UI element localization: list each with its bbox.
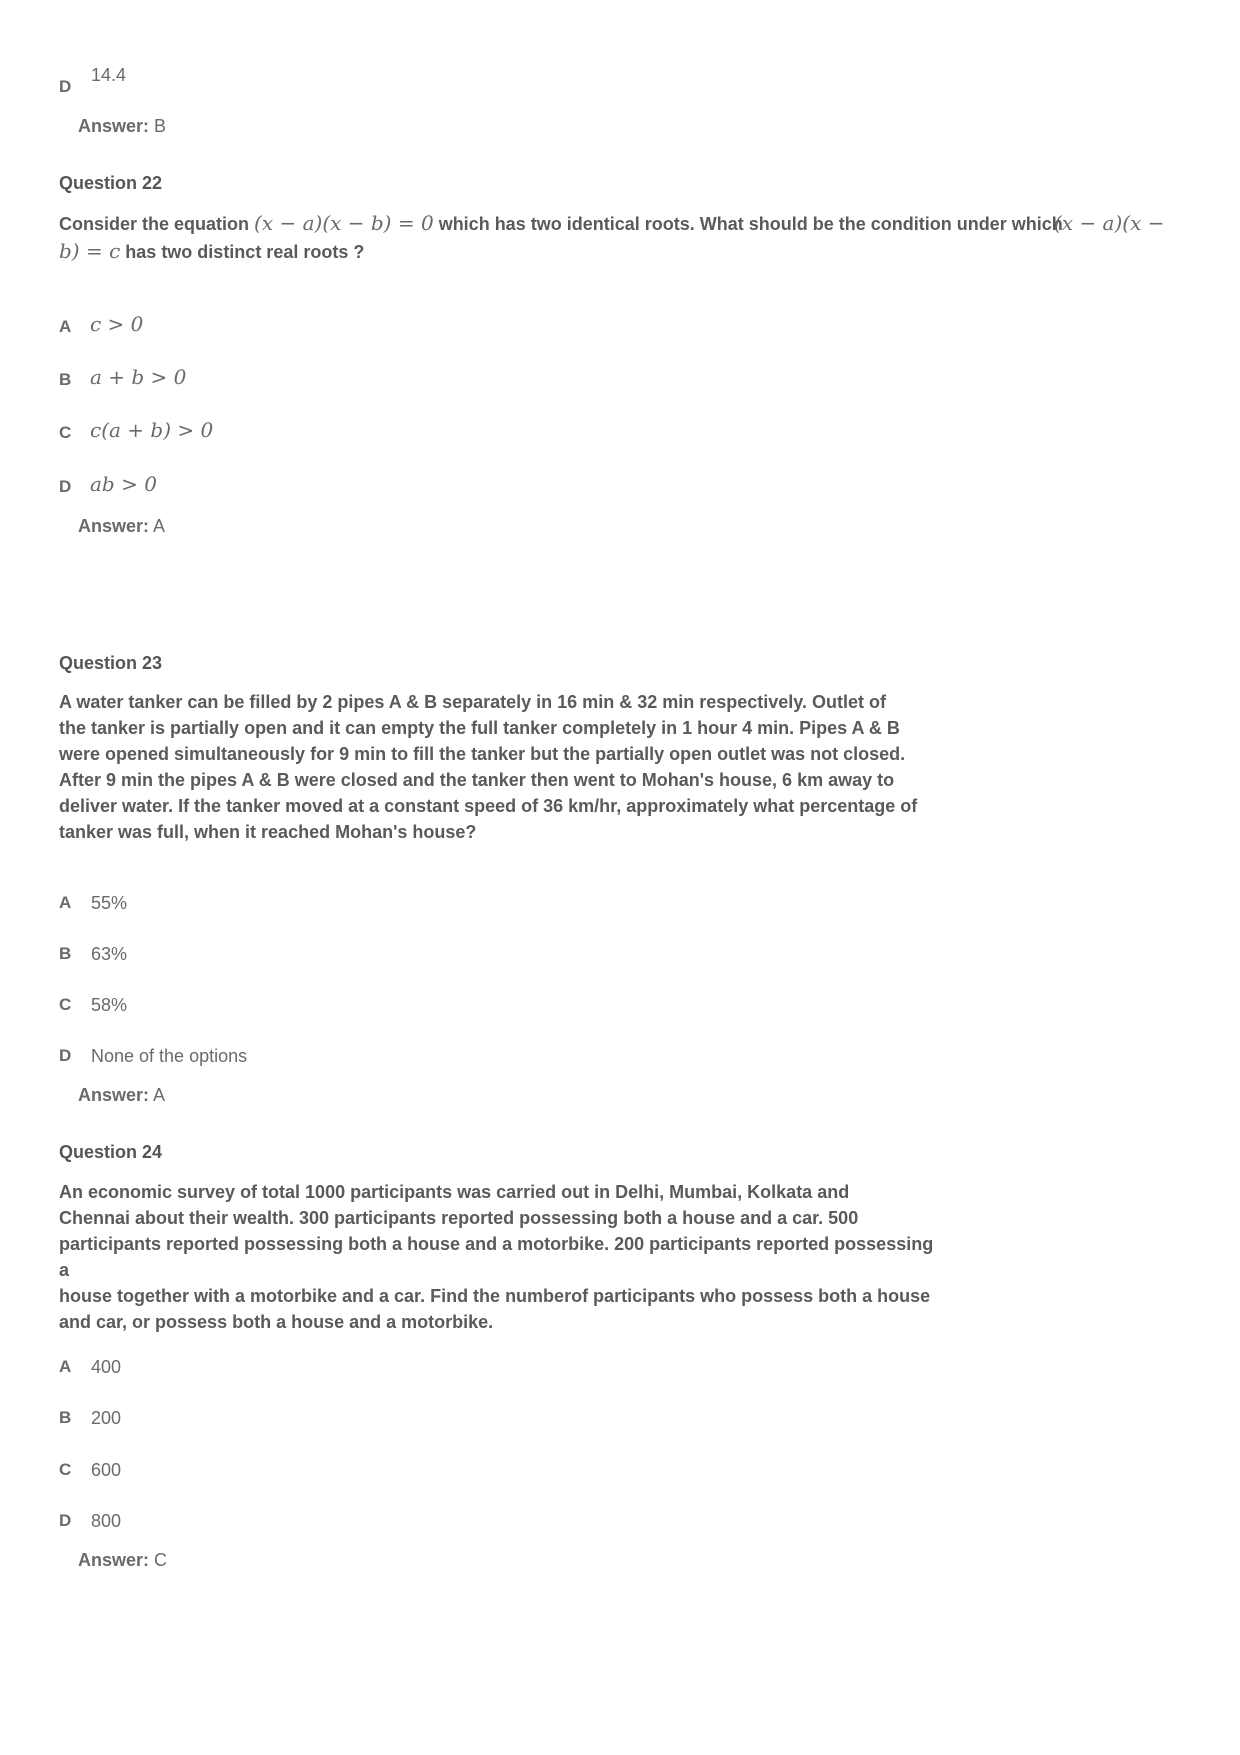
answer-line (78, 1550, 167, 1571)
option-value: 58% (91, 995, 128, 1015)
question-text (59, 210, 1174, 237)
option-letter: D (59, 1511, 72, 1530)
option-letter: D (59, 77, 72, 96)
option-value: 55% (91, 893, 128, 913)
option-value: 63% (91, 944, 128, 964)
option-letter: C (59, 1460, 72, 1479)
option-value: 14.4 (91, 65, 127, 85)
option-letter: C (59, 995, 72, 1014)
answer-value: C (154, 1550, 168, 1570)
option-value: 200 (91, 1408, 122, 1428)
option-letter: A (59, 317, 72, 336)
answer-value: B (154, 116, 167, 136)
question-title: Question 23 (59, 653, 163, 673)
option-letter: B (59, 370, 72, 389)
option-value: c(a + b) > 0 (90, 418, 214, 442)
math-expression: (x − a)(x − (1054, 211, 1165, 235)
question-text-line: the tanker is partially open and it can empty the full tanker completely in 1 hour 4 min. Pipes A & B (59, 718, 900, 738)
question-text-line: A water tanker can be filled by 2 pipes A & B separately in 16 min & 32 min respectively. Outlet of (59, 692, 886, 712)
question-text-line: and car, or possess both a house and a motorbike. (59, 1312, 494, 1332)
question-text (59, 238, 939, 265)
question-text-part: has two distinct real roots ? (125, 242, 365, 262)
math-expression: (x − a)(x − b) = 0 (254, 211, 434, 235)
answer-label: Answer: (78, 116, 150, 136)
question-text-part: Consider the equation (59, 214, 250, 234)
question-text (59, 1179, 939, 1335)
option-value: c > 0 (90, 312, 144, 336)
option-value: ab > 0 (90, 472, 157, 496)
answer-value: A (153, 1085, 166, 1105)
option-letter: D (59, 1046, 72, 1065)
answer-label: Answer: (78, 1550, 150, 1570)
option-value: 400 (91, 1357, 122, 1377)
option-value: None of the options (91, 1046, 248, 1066)
option-letter: A (59, 893, 72, 912)
option-letter: B (59, 1408, 72, 1427)
option-letter: A (59, 1357, 72, 1376)
question-text-part: which has two identical roots. What should be the condition under which (438, 214, 1063, 234)
question-text-line: An economic survey of total 1000 participants was carried out in Delhi, Mumbai, Kolkata and (59, 1182, 850, 1202)
option-letter: B (59, 944, 72, 963)
question-text-line: deliver water. If the tanker moved at a constant speed of 36 km/hr, approximately what percentage of (59, 796, 918, 816)
answer-line (78, 516, 165, 537)
option-letter: D (59, 477, 72, 496)
question-text-line: participants reported possessing both a house and a motorbike. 200 participants reported possessing a (59, 1234, 934, 1280)
question-text-line: Chennai about their wealth. 300 participants reported possessing both a house and a car. 500 (59, 1208, 859, 1228)
question-text-line: were opened simultaneously for 9 min to fill the tanker but the partially open outlet was not closed. (59, 744, 906, 764)
question-text-line: tanker was full, when it reached Mohan's house? (59, 822, 477, 842)
answer-label: Answer: (78, 1085, 150, 1105)
math-expression: b) = c (59, 239, 121, 263)
option-value: 800 (91, 1511, 122, 1531)
option-letter: C (59, 423, 72, 442)
answer-label: Answer: (78, 516, 150, 536)
question-title: Question 22 (59, 173, 163, 193)
question-text (59, 689, 939, 845)
answer-line (78, 116, 166, 137)
answer-line (78, 1085, 165, 1106)
option-value: a + b > 0 (90, 365, 187, 389)
answer-value: A (153, 516, 166, 536)
question-text-line: house together with a motorbike and a car. Find the numberof participants who possess both a house (59, 1286, 931, 1306)
question-title: Question 24 (59, 1142, 163, 1162)
option-value: 600 (91, 1460, 122, 1480)
question-text-line: After 9 min the pipes A & B were closed and the tanker then went to Mohan's house, 6 km away to (59, 770, 895, 790)
